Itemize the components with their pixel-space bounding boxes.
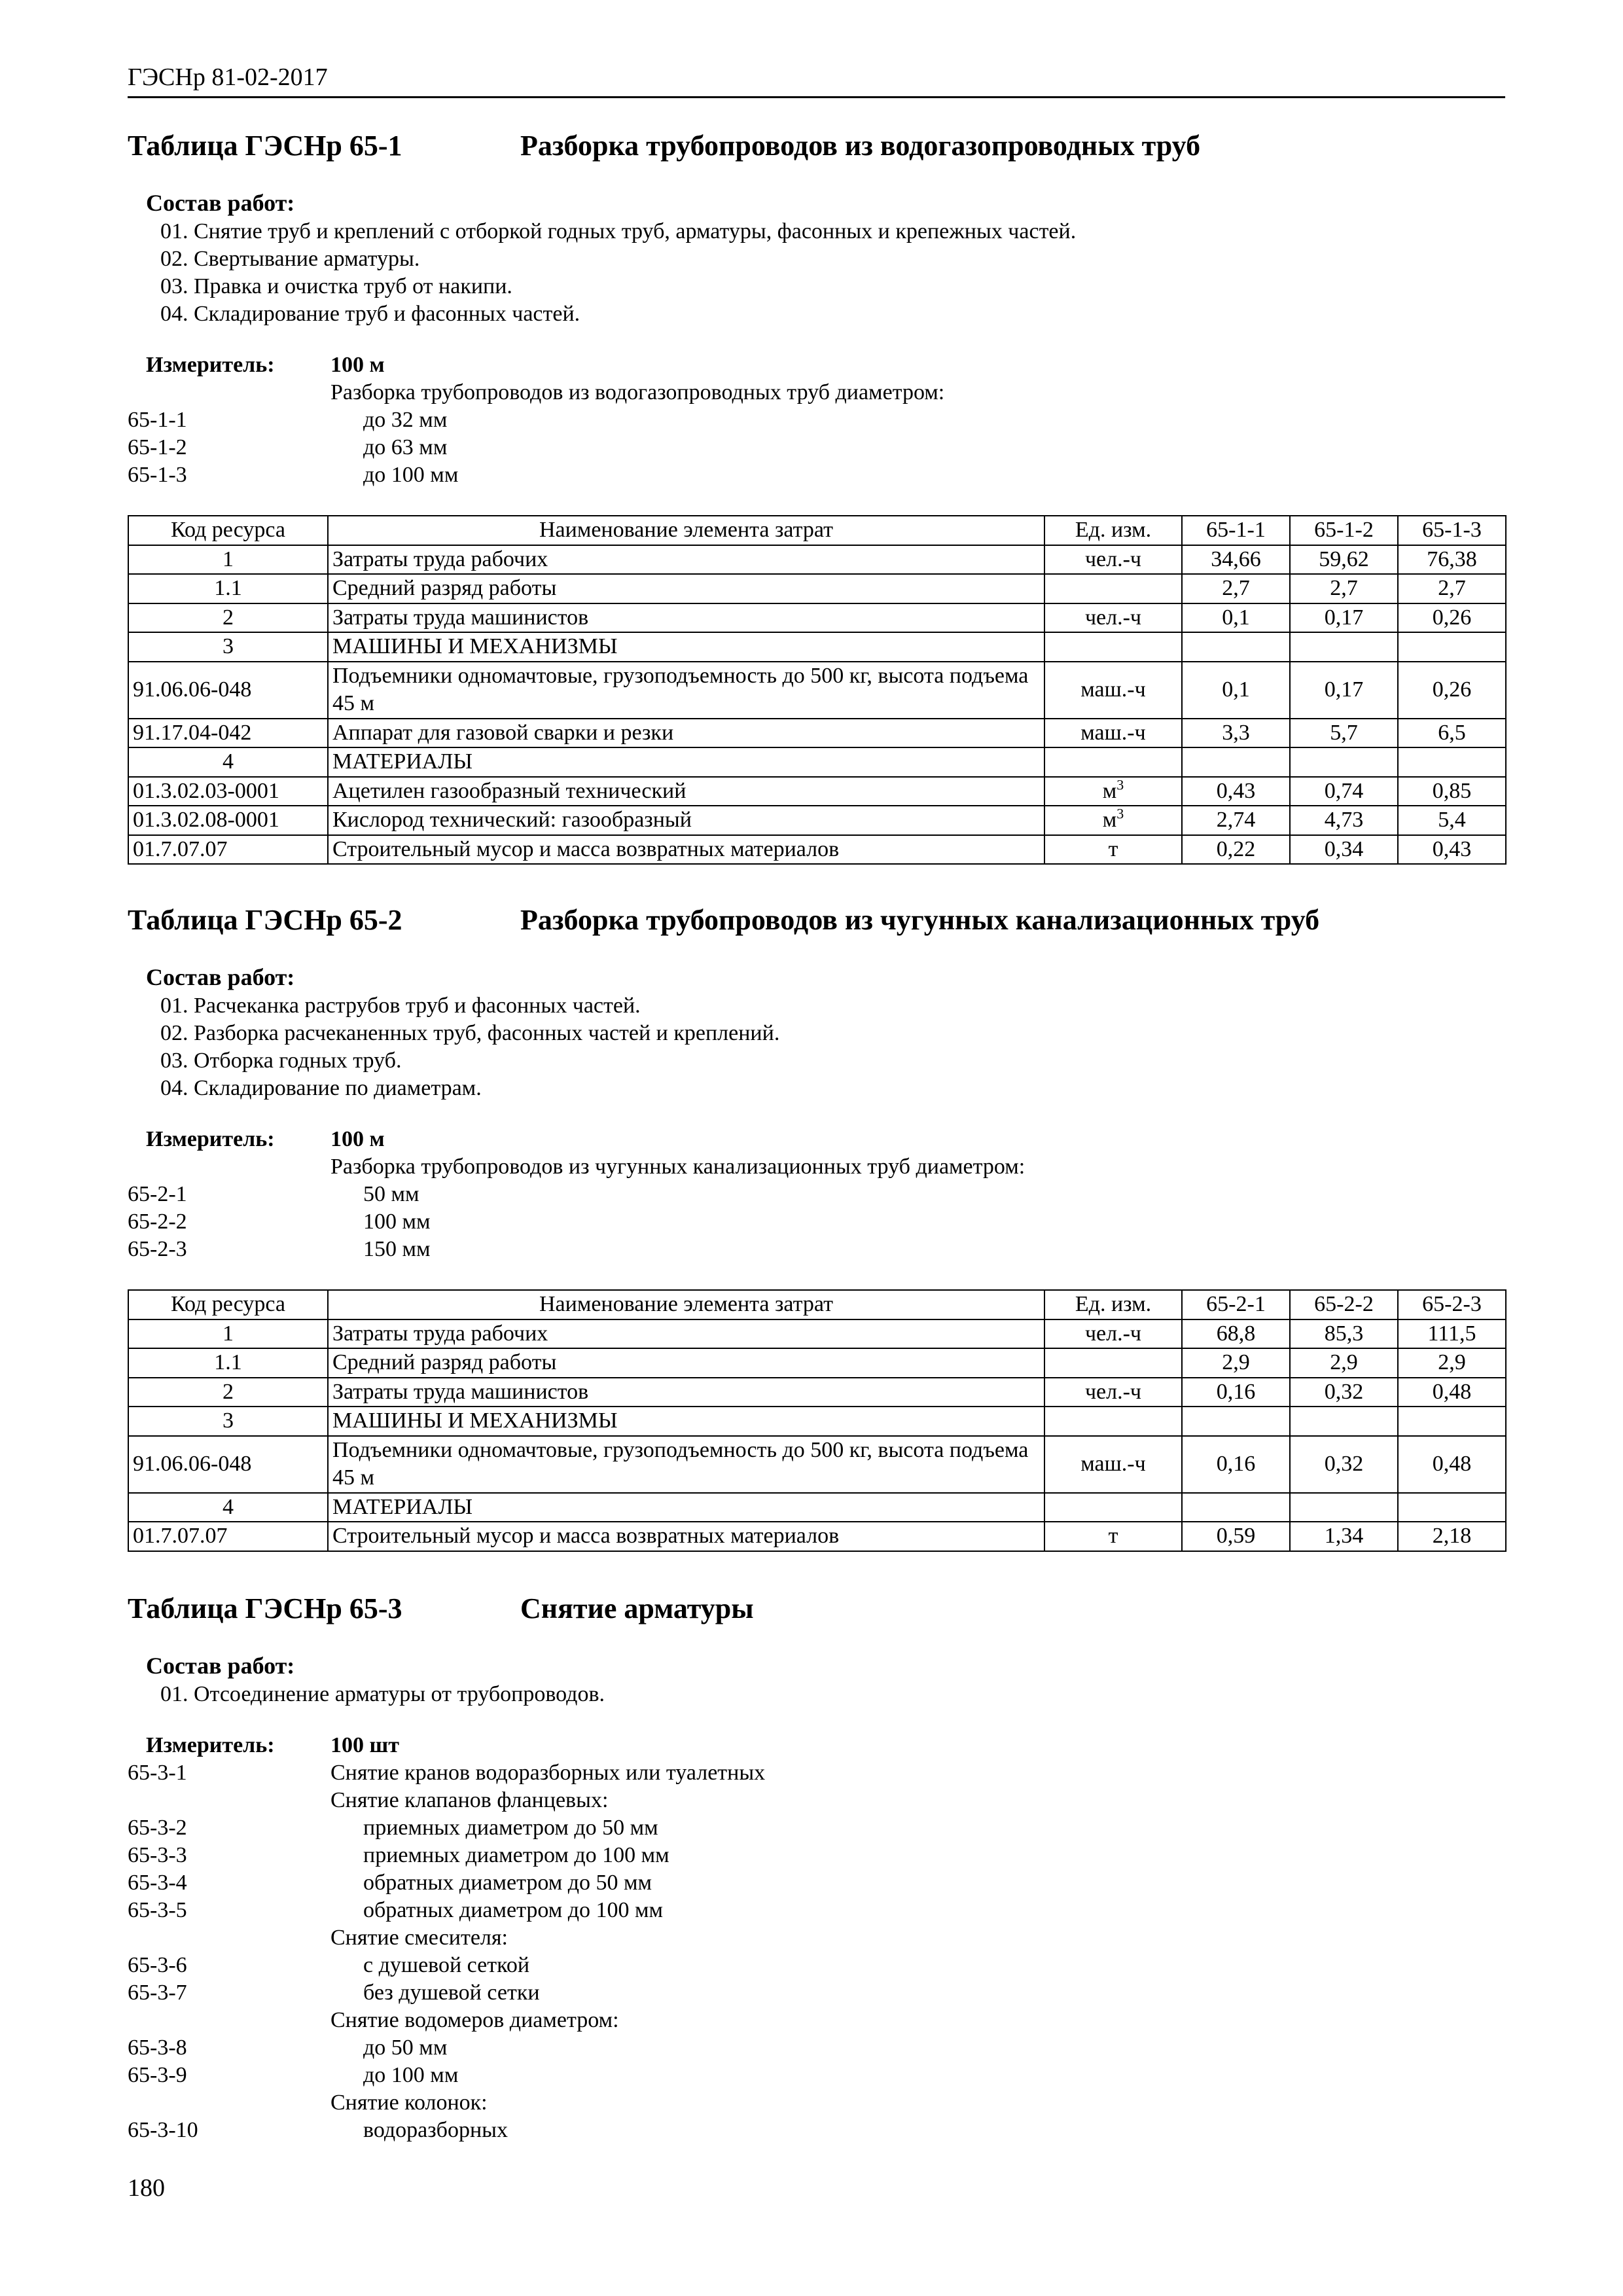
unit-cell: маш.-ч bbox=[1044, 719, 1182, 748]
table-title-row bbox=[128, 128, 1505, 164]
item-code: 65-3-10 bbox=[128, 2118, 198, 2142]
work-item: 04. Складирование по диаметрам. bbox=[160, 1076, 482, 1100]
value-cell bbox=[1290, 1493, 1398, 1522]
value-cell bbox=[1398, 1407, 1506, 1436]
unit-cell bbox=[1044, 1407, 1182, 1436]
measure-line bbox=[128, 1759, 1505, 1787]
value-cell: 76,38 bbox=[1398, 545, 1506, 575]
item-text: Снятие водомеров диаметром: bbox=[330, 2008, 619, 2032]
resource-code-cell: 91.06.06-048 bbox=[128, 1436, 328, 1493]
resource-name-cell: МАТЕРИАЛЫ bbox=[328, 747, 1044, 777]
value-cell: 0,48 bbox=[1398, 1378, 1506, 1407]
measure-label: Измеритель: bbox=[146, 1127, 275, 1151]
value-cell bbox=[1398, 632, 1506, 662]
resource-name-cell: МАШИНЫ И МЕХАНИЗМЫ bbox=[328, 632, 1044, 662]
value-cell: 0,17 bbox=[1290, 662, 1398, 719]
item-text: обратных диаметром до 100 мм bbox=[363, 1898, 664, 1922]
table-row bbox=[128, 603, 1506, 633]
resource-name-cell: Затраты труда рабочих bbox=[328, 545, 1044, 575]
work-item: 01. Снятие труб и креплений с отборкой годных труб, арматуры, фасонных и крепежных частей. bbox=[160, 219, 1077, 243]
unit-cell: маш.-ч bbox=[1044, 1436, 1182, 1493]
work-list bbox=[160, 218, 1505, 328]
resource-code-cell: 01.7.07.07 bbox=[128, 835, 328, 865]
item-code: 65-3-7 bbox=[128, 1981, 187, 2005]
table-row bbox=[128, 574, 1506, 603]
section-65-1 bbox=[128, 128, 1505, 865]
table-row bbox=[128, 835, 1506, 865]
resource-name-cell: Затраты труда машинистов bbox=[328, 1378, 1044, 1407]
table-row bbox=[128, 1493, 1506, 1522]
value-cell: 0,32 bbox=[1290, 1378, 1398, 1407]
table-title: Снятие арматуры bbox=[520, 1592, 754, 1624]
item-text: до 100 мм bbox=[363, 2063, 459, 2087]
value-cell: 3,3 bbox=[1182, 719, 1290, 748]
table-row bbox=[128, 806, 1506, 835]
item-code: 65-3-6 bbox=[128, 1953, 187, 1977]
item-code: 65-1-2 bbox=[128, 435, 187, 459]
unit-cell: $м^3$ bbox=[1044, 806, 1182, 835]
document-header: ГЭСНр 81-02-2017 bbox=[128, 62, 1505, 98]
table-row bbox=[128, 1319, 1506, 1349]
header-cell: 65-1-1 bbox=[1182, 516, 1290, 545]
item-code: 65-3-9 bbox=[128, 2063, 187, 2087]
measure-line bbox=[128, 1897, 1505, 1924]
resource-table bbox=[128, 1289, 1507, 1552]
work-composition-label: Состав работ: bbox=[146, 190, 295, 216]
unit-cell: чел.-ч bbox=[1044, 545, 1182, 575]
table-row bbox=[128, 1407, 1506, 1436]
table-number: Таблица ГЭСНр 65-2 bbox=[128, 904, 402, 936]
unit-cell: $м^3$ bbox=[1044, 777, 1182, 806]
measure-unit: 100 м bbox=[330, 353, 385, 377]
item-code: 65-3-3 bbox=[128, 1843, 187, 1867]
header-cell: Ед. изм. bbox=[1044, 1290, 1182, 1319]
unit-cell: т bbox=[1044, 1522, 1182, 1551]
resource-code-cell: 3 bbox=[128, 1407, 328, 1436]
resource-name-cell: Средний разряд работы bbox=[328, 574, 1044, 603]
unit-cell: чел.-ч bbox=[1044, 1378, 1182, 1407]
resource-code-cell: 2 bbox=[128, 1378, 328, 1407]
value-cell: 6,5 bbox=[1398, 719, 1506, 748]
resource-name-cell: Затраты труда рабочих bbox=[328, 1319, 1044, 1349]
value-cell: 0,74 bbox=[1290, 777, 1398, 806]
work-item: 04. Складирование труб и фасонных частей. bbox=[160, 302, 580, 326]
work-item: 01. Отсоединение арматуры от трубопроводов. bbox=[160, 1682, 605, 1706]
item-code: 65-3-2 bbox=[128, 1816, 187, 1840]
section-65-2 bbox=[128, 902, 1505, 1552]
measure-line bbox=[128, 1952, 1505, 1979]
work-list bbox=[160, 1681, 1505, 1708]
value-cell: 4,73 bbox=[1290, 806, 1398, 835]
item-text: Снятие колонок: bbox=[330, 2090, 488, 2115]
item-text: 100 мм bbox=[363, 1210, 431, 1234]
table-title: Разборка трубопроводов из водогазопроводных труб bbox=[520, 130, 1201, 162]
value-cell: 0,43 bbox=[1398, 835, 1506, 865]
work-composition-label: Состав работ: bbox=[146, 1653, 295, 1679]
value-cell: 2,7 bbox=[1182, 574, 1290, 603]
resource-code-cell: 3 bbox=[128, 632, 328, 662]
measure-block bbox=[128, 1732, 1505, 2144]
table-row bbox=[128, 777, 1506, 806]
unit-cell: маш.-ч bbox=[1044, 662, 1182, 719]
measure-unit: 100 м bbox=[330, 1127, 385, 1151]
table-number: Таблица ГЭСНр 65-1 bbox=[128, 130, 402, 162]
value-cell bbox=[1182, 632, 1290, 662]
work-item: 03. Отборка годных труб. bbox=[160, 1049, 402, 1073]
measure-line bbox=[128, 1869, 1505, 1897]
unit-cell bbox=[1044, 747, 1182, 777]
item-text: до 100 мм bbox=[363, 463, 459, 487]
value-cell: 5,4 bbox=[1398, 806, 1506, 835]
item-code: 65-2-2 bbox=[128, 1210, 187, 1234]
resource-name-cell: МАШИНЫ И МЕХАНИЗМЫ bbox=[328, 1407, 1044, 1436]
measure-label: Измеритель: bbox=[146, 353, 275, 377]
item-code: 65-1-1 bbox=[128, 408, 187, 432]
value-cell: 5,7 bbox=[1290, 719, 1398, 748]
resource-code-cell: 4 bbox=[128, 747, 328, 777]
table-row bbox=[128, 1378, 1506, 1407]
work-item: 02. Свертывание арматуры. bbox=[160, 247, 420, 271]
header-cell: 65-1-2 bbox=[1290, 516, 1398, 545]
item-text: обратных диаметром до 50 мм bbox=[363, 1871, 652, 1895]
value-cell bbox=[1290, 1407, 1398, 1436]
measure-description: Разборка трубопроводов из водогазопроводных труб диаметром: bbox=[330, 380, 945, 404]
header-cell: 65-2-3 bbox=[1398, 1290, 1506, 1319]
resource-code-cell: 1.1 bbox=[128, 1348, 328, 1378]
header-cell: Ед. изм. bbox=[1044, 516, 1182, 545]
resource-name-cell: Кислород технический: газообразный bbox=[328, 806, 1044, 835]
value-cell: 68,8 bbox=[1182, 1319, 1290, 1349]
work-item: 01. Расчеканка раструбов труб и фасонных частей. bbox=[160, 994, 641, 1018]
value-cell bbox=[1182, 1493, 1290, 1522]
item-text: 150 мм bbox=[363, 1237, 431, 1261]
table-row bbox=[128, 1436, 1506, 1493]
unit-cell bbox=[1044, 1493, 1182, 1522]
item-code: 65-1-3 bbox=[128, 463, 187, 487]
work-list bbox=[160, 992, 1505, 1102]
work-item: 03. Правка и очистка труб от накипи. bbox=[160, 274, 512, 298]
value-cell: 2,7 bbox=[1290, 574, 1398, 603]
resource-name-cell: Строительный мусор и масса возвратных материалов bbox=[328, 1522, 1044, 1551]
value-cell: 0,26 bbox=[1398, 603, 1506, 633]
table-number: Таблица ГЭСНр 65-3 bbox=[128, 1592, 402, 1624]
value-cell: 0,16 bbox=[1182, 1436, 1290, 1493]
item-code: 65-3-8 bbox=[128, 2036, 187, 2060]
item-code bbox=[128, 2089, 330, 2117]
resource-code-cell: 91.06.06-048 bbox=[128, 662, 328, 719]
measure-line bbox=[128, 2117, 1505, 2144]
header-cell: Код ресурса bbox=[128, 516, 328, 545]
item-code bbox=[128, 1787, 330, 1814]
value-cell bbox=[1398, 1493, 1506, 1522]
resource-name-cell: Подъемники одномачтовые, грузоподъемность до 500 кг, высота подъема 45 м bbox=[328, 1436, 1044, 1493]
resource-code-cell: 1 bbox=[128, 1319, 328, 1349]
item-text: 50 мм bbox=[363, 1182, 419, 1206]
measure-line bbox=[128, 1787, 1505, 1814]
measure-line bbox=[128, 2007, 1505, 2034]
value-cell: 0,59 bbox=[1182, 1522, 1290, 1551]
measure-description: Разборка трубопроводов из чугунных канализационных труб диаметром: bbox=[330, 1155, 1026, 1179]
table-title-row bbox=[128, 902, 1505, 938]
value-cell bbox=[1182, 747, 1290, 777]
unit-cell: чел.-ч bbox=[1044, 603, 1182, 633]
table-row bbox=[128, 1348, 1506, 1378]
value-cell: 0,1 bbox=[1182, 662, 1290, 719]
item-text: до 63 мм bbox=[363, 435, 448, 459]
measure-line bbox=[128, 1842, 1505, 1869]
value-cell: 0,34 bbox=[1290, 835, 1398, 865]
value-cell: 0,48 bbox=[1398, 1436, 1506, 1493]
unit-cell: т bbox=[1044, 835, 1182, 865]
unit-cell bbox=[1044, 1348, 1182, 1378]
value-cell: 59,62 bbox=[1290, 545, 1398, 575]
measure-line bbox=[128, 2089, 1505, 2117]
value-cell: 111,5 bbox=[1398, 1319, 1506, 1349]
measure-line bbox=[128, 1979, 1505, 2007]
value-cell: 2,9 bbox=[1182, 1348, 1290, 1378]
value-cell: 2,74 bbox=[1182, 806, 1290, 835]
item-text: Снятие смесителя: bbox=[330, 1926, 508, 1950]
item-text: Снятие клапанов фланцевых: bbox=[330, 1788, 609, 1812]
measure-line bbox=[128, 1924, 1505, 1952]
value-cell: 1,34 bbox=[1290, 1522, 1398, 1551]
header-cell: Наименование элемента затрат bbox=[328, 516, 1044, 545]
header-cell: 65-1-3 bbox=[1398, 516, 1506, 545]
unit-cell bbox=[1044, 632, 1182, 662]
measure-unit: 100 шт bbox=[330, 1733, 399, 1757]
value-cell bbox=[1290, 632, 1398, 662]
value-cell: 2,18 bbox=[1398, 1522, 1506, 1551]
resource-name-cell: Средний разряд работы bbox=[328, 1348, 1044, 1378]
resource-name-cell: Строительный мусор и масса возвратных материалов bbox=[328, 835, 1044, 865]
measure-line bbox=[128, 1814, 1505, 1842]
value-cell: 0,17 bbox=[1290, 603, 1398, 633]
header-cell: 65-2-2 bbox=[1290, 1290, 1398, 1319]
resource-name-cell: МАТЕРИАЛЫ bbox=[328, 1493, 1044, 1522]
value-cell bbox=[1182, 1407, 1290, 1436]
item-code: 65-3-1 bbox=[128, 1761, 187, 1785]
resource-name-cell: Затраты труда машинистов bbox=[328, 603, 1044, 633]
table-row bbox=[128, 545, 1506, 575]
resource-code-cell: 01.3.02.08-0001 bbox=[128, 806, 328, 835]
item-code bbox=[128, 1924, 330, 1952]
value-cell: 2,7 bbox=[1398, 574, 1506, 603]
resource-code-cell: 2 bbox=[128, 603, 328, 633]
resource-name-cell: Аппарат для газовой сварки и резки bbox=[328, 719, 1044, 748]
measure-line bbox=[128, 2034, 1505, 2062]
work-composition-label: Состав работ: bbox=[146, 964, 295, 990]
resource-name-cell: Подъемники одномачтовые, грузоподъемность до 500 кг, высота подъема 45 м bbox=[328, 662, 1044, 719]
measure-label: Измеритель: bbox=[146, 1733, 275, 1757]
table-row bbox=[128, 747, 1506, 777]
value-cell: 0,32 bbox=[1290, 1436, 1398, 1493]
item-text: до 32 мм bbox=[363, 408, 448, 432]
header-cell: 65-2-1 bbox=[1182, 1290, 1290, 1319]
table-row bbox=[128, 632, 1506, 662]
value-cell: 0,22 bbox=[1182, 835, 1290, 865]
item-code: 65-2-3 bbox=[128, 1237, 187, 1261]
value-cell: 2,9 bbox=[1290, 1348, 1398, 1378]
table-row bbox=[128, 662, 1506, 719]
unit-cell bbox=[1044, 574, 1182, 603]
item-code bbox=[128, 2007, 330, 2034]
header-cell: Наименование элемента затрат bbox=[328, 1290, 1044, 1319]
table-title-row bbox=[128, 1590, 1505, 1626]
item-text: до 50 мм bbox=[363, 2036, 448, 2060]
item-text: приемных диаметром до 100 мм bbox=[363, 1843, 669, 1867]
table-row bbox=[128, 719, 1506, 748]
value-cell bbox=[1290, 747, 1398, 777]
header-cell: Код ресурса bbox=[128, 1290, 328, 1319]
value-cell: 2,9 bbox=[1398, 1348, 1506, 1378]
resource-code-cell: 91.17.04-042 bbox=[128, 719, 328, 748]
resource-table bbox=[128, 515, 1507, 865]
resource-code-cell: 1 bbox=[128, 545, 328, 575]
item-text: водоразборных bbox=[363, 2118, 508, 2142]
value-cell: 0,16 bbox=[1182, 1378, 1290, 1407]
resource-name-cell: Ацетилен газообразный технический bbox=[328, 777, 1044, 806]
section-65-3 bbox=[128, 1590, 1505, 2144]
item-text: без душевой сетки bbox=[363, 1981, 540, 2005]
page-number: 180 bbox=[128, 2174, 165, 2202]
measure-line bbox=[128, 2062, 1505, 2089]
value-cell: 0,85 bbox=[1398, 777, 1506, 806]
table-title: Разборка трубопроводов из чугунных канализационных труб bbox=[520, 904, 1320, 936]
resource-code-cell: 01.3.02.03-0001 bbox=[128, 777, 328, 806]
value-cell: 0,1 bbox=[1182, 603, 1290, 633]
work-item: 02. Разборка расчеканенных труб, фасонных частей и креплений. bbox=[160, 1021, 780, 1045]
measure-block bbox=[128, 351, 1505, 489]
measure-block bbox=[128, 1126, 1505, 1263]
unit-cell: чел.-ч bbox=[1044, 1319, 1182, 1349]
value-cell: 0,26 bbox=[1398, 662, 1506, 719]
resource-code-cell: 1.1 bbox=[128, 574, 328, 603]
item-code: 65-3-4 bbox=[128, 1871, 187, 1895]
item-text: Снятие кранов водоразборных или туалетных bbox=[330, 1761, 766, 1785]
value-cell: 34,66 bbox=[1182, 545, 1290, 575]
item-text: с душевой сеткой bbox=[363, 1953, 530, 1977]
value-cell bbox=[1398, 747, 1506, 777]
resource-code-cell: 4 bbox=[128, 1493, 328, 1522]
resource-code-cell: 01.7.07.07 bbox=[128, 1522, 328, 1551]
table-row bbox=[128, 1522, 1506, 1551]
item-code: 65-2-1 bbox=[128, 1182, 187, 1206]
value-cell: 0,43 bbox=[1182, 777, 1290, 806]
item-code: 65-3-5 bbox=[128, 1898, 187, 1922]
item-text: приемных диаметром до 50 мм bbox=[363, 1816, 658, 1840]
value-cell: 85,3 bbox=[1290, 1319, 1398, 1349]
